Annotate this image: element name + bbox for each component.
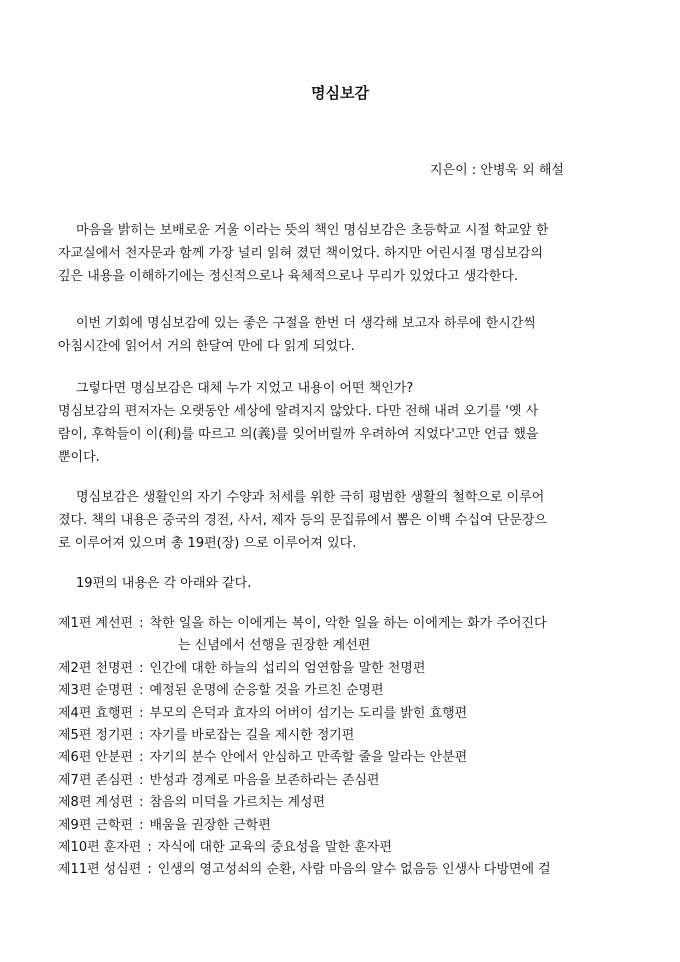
chapter-separator: : <box>139 683 144 699</box>
chapter-description: 자기의 분수 안에서 안심하고 만족할 줄을 알라는 안분편 <box>149 750 468 766</box>
paragraph-content <box>58 486 624 555</box>
paragraph-line: 람이, 후학들이 이(利)를 따르고 의(義)를 잊어버릴까 우려하여 지었다'고만 언급 했을 <box>58 427 539 442</box>
chapter-separator: : <box>147 840 152 856</box>
chapter-separator: : <box>139 705 144 721</box>
chapter-number: 제3편 <box>58 683 92 699</box>
chapter-name: 훈자편 <box>103 840 142 856</box>
chapter-row <box>58 725 638 747</box>
chapter-separator: : <box>139 772 144 788</box>
chapter-separator: : <box>139 795 144 811</box>
paragraph-authorship <box>58 377 624 469</box>
chapter-number: 제4편 <box>58 705 92 721</box>
chapter-row <box>58 703 638 725</box>
chapter-description: 자기를 바로잡는 길을 제시한 정기편 <box>149 728 355 744</box>
chapter-row <box>58 837 638 859</box>
chapter-name: 천명편 <box>95 660 134 676</box>
chapter-description-continued: 는 신념에서 선행을 권장한 계선편 <box>178 638 371 654</box>
chapter-name: 정기편 <box>95 728 134 744</box>
chapter-separator: : <box>139 616 144 631</box>
document-title: 명심보감 <box>311 84 369 102</box>
chapter-separator: : <box>139 750 144 766</box>
chapter-name: 안분편 <box>95 750 134 766</box>
paragraph-line: 자교실에서 천자문과 함께 가장 널리 읽혀 졌던 책이었다. 하지만 어린시절 명심보감의 <box>58 246 543 261</box>
chapter-row <box>58 859 638 881</box>
chapter-description: 부모의 은덕과 효자의 어버이 섬기는 도리를 밝힌 효행편 <box>149 705 468 721</box>
chapter-separator: : <box>147 862 152 878</box>
chapter-row <box>58 747 638 769</box>
chapter-name: 근학편 <box>95 817 134 833</box>
paragraph-line: 명심보감은 생활인의 자기 수양과 처세를 위한 극히 평범한 생활의 철학으로 이루어 <box>76 490 545 505</box>
chapter-description: 착한 일을 하는 이에게는 복이, 악한 일을 하는 이에게는 화가 주어진다 <box>149 616 547 631</box>
chapter-description: 반성과 경계로 마음을 보존하라는 존심편 <box>149 772 380 788</box>
chapter-number: 제1편 <box>58 616 92 631</box>
chapter-separator: : <box>139 728 144 744</box>
paragraph-intro <box>58 219 624 288</box>
chapter-row <box>58 792 638 814</box>
chapter-row <box>58 815 638 837</box>
chapter-description: 인생의 영고성쇠의 순환, 사람 마음의 알수 없음등 인생사 다방면에 걸 <box>157 862 551 878</box>
chapter-separator: : <box>139 660 144 676</box>
chapter-number: 제8편 <box>58 795 92 811</box>
chapter-number: 제11편 <box>58 862 100 878</box>
paragraph-line: 깊은 내용을 이해하기에는 정신적으로나 육체적으로나 무리가 있었다고 생각한다. <box>58 269 519 284</box>
chapter-number: 제6편 <box>58 750 92 766</box>
chapter-number: 제2편 <box>58 660 92 676</box>
paragraph-line: 아침시간에 읽어서 거의 한달여 만에 다 읽게 되었다. <box>58 339 355 354</box>
chapter-name: 존심편 <box>95 772 134 788</box>
author-line: 지은이 : 안병욱 외 해설 <box>430 163 564 178</box>
chapter-row <box>58 680 638 702</box>
paragraph-list-intro <box>58 572 624 595</box>
chapter-name: 순명편 <box>95 683 134 699</box>
chapter-number: 제10편 <box>58 840 100 856</box>
chapter-name: 성심편 <box>103 862 142 878</box>
paragraph-line: 19편의 내용은 각 아래와 같다. <box>76 576 252 591</box>
chapter-number: 제9편 <box>58 817 92 833</box>
chapter-description: 인간에 대한 하늘의 섭리의 엄연함을 말한 천명편 <box>149 660 426 676</box>
chapter-row <box>58 613 638 635</box>
paragraph-reading <box>58 312 624 358</box>
paragraph-line: 명심보감의 편저자는 오랫동안 세상에 알려지지 않았다. 다만 전해 내려 오기를 '옛 사 <box>58 404 539 419</box>
chapter-description: 예정된 운명에 순응할 것을 가르친 순명편 <box>149 683 384 699</box>
chapter-description: 배움을 권장한 근학편 <box>149 817 271 833</box>
paragraph-line: 뿐이다. <box>58 450 100 465</box>
chapter-number: 제7편 <box>58 772 92 788</box>
chapter-row <box>58 658 638 680</box>
chapter-description: 참음의 미덕을 가르치는 계성편 <box>149 795 326 811</box>
chapter-name: 계성편 <box>95 795 134 811</box>
chapter-name: 계선편 <box>95 616 134 631</box>
paragraph-line: 로 이루어져 있으며 총 19편(장) 으로 이루어져 있다. <box>58 536 357 551</box>
chapter-description: 자식에 대한 교육의 중요성을 말한 훈자편 <box>157 840 392 856</box>
chapter-row <box>58 770 638 792</box>
paragraph-line: 마음을 밝히는 보배로운 거울 이라는 뜻의 책인 명심보감은 초등학교 시절 학교앞 한 <box>76 223 549 238</box>
chapter-separator: : <box>139 817 144 833</box>
paragraph-line: 졌다. 책의 내용은 중국의 경전, 사서, 제자 등의 문집류에서 뽑은 이백 수십여 단문장으 <box>58 513 547 528</box>
chapter-name: 효행편 <box>95 705 134 721</box>
paragraph-line: 이번 기회에 명심보감에 있는 좋은 구절을 한번 더 생각해 보고자 하루에 한시간씩 <box>76 316 536 331</box>
paragraph-line: 그렇다면 명심보감은 대체 누가 지었고 내용이 어떤 책인가? <box>76 381 414 396</box>
chapter-number: 제5편 <box>58 728 92 744</box>
chapter-list <box>58 613 638 882</box>
